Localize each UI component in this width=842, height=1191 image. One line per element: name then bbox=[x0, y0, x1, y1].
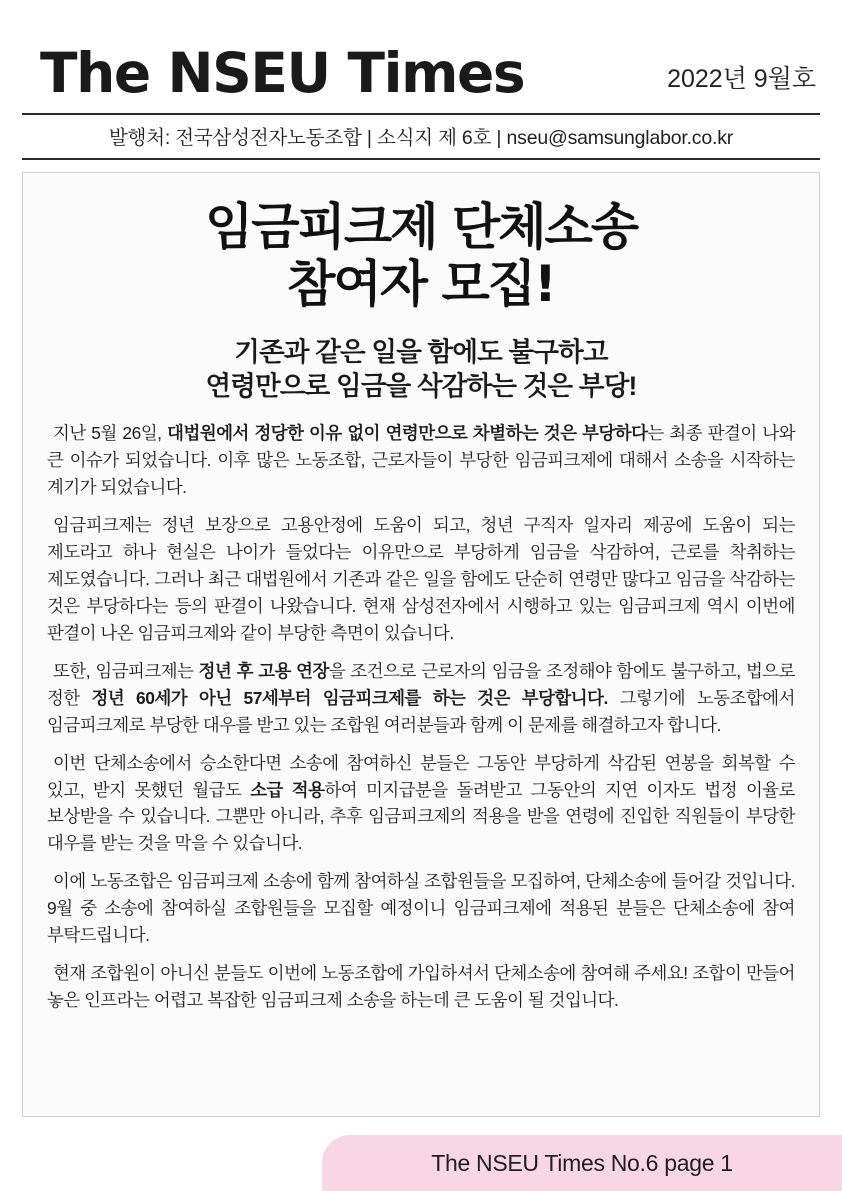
body-text: 을 조건으로 근로자의 임금을 조정해야 함에도 불구하고, 법으로 정한 bbox=[47, 660, 795, 708]
article-paragraph bbox=[47, 750, 795, 858]
body-text: 그렇기에 노동조합에서 임금피크제로 부당한 대우를 받고 있는 조합원 여러분들과 함께 이 문제를 해결하고자 합니다. bbox=[47, 687, 795, 735]
emphasis-text: 정년 60세가 아닌 57세부터 임금피크제를 하는 것은 부당합니다. bbox=[91, 687, 608, 708]
headline-line-1: 임금피크제 단체소송 bbox=[204, 198, 638, 256]
footer-band bbox=[322, 1135, 842, 1191]
body-text: 현재 조합원이 아니신 분들도 이번에 노동조합에 가입하셔서 단체소송에 참여해 주세요! 조합이 만들어 놓은 인프라는 어렵고 복잡한 임금피크제 소송을 하는데 큰 도움이 될 것입니다. bbox=[47, 963, 795, 1011]
body-text: 는 최종 판결이 나와 큰 이슈가 되었습니다. 이후 많은 노동조합, 근로자들이 부당한 임금피크제에 대해서 소송을 시작하는 계기가 되었습니다. bbox=[47, 422, 795, 497]
emphasis-text: 정년 후 고용 연장 bbox=[198, 660, 329, 681]
deck-line-1: 기존과 같은 일을 함에도 불구하고 bbox=[234, 337, 608, 367]
deck-line-2: 연령만으로 임금을 삭감하는 것은 부당! bbox=[205, 371, 637, 402]
body-text: 지난 5월 26일, bbox=[53, 422, 168, 443]
body-text: 하여 미지급분을 돌려받고 그동안의 지연 이자도 법정 이율로 보상받을 수 있습니다. 그뿐만 아니라, 추후 임금피크제의 적용을 받을 연령에 진입한 직원들이 부당한 대우를 받는 것을 막을 수 있습니다. bbox=[47, 779, 795, 854]
body-text: 이에 노동조합은 임금피크제 소송에 함께 참여하실 조합원들을 모집하여, 단체소송에 들어갈 것입니다. 9월 중 소송에 참여하실 조합원들을 모집할 예정이니 임금피크제에 적용된 분들은 단체소송에 참여 부탁드립니다. bbox=[47, 871, 795, 946]
article-paragraph bbox=[47, 658, 795, 739]
article-paragraph bbox=[47, 420, 795, 501]
article-paragraph bbox=[47, 960, 795, 1014]
emphasis-text: 소급 적용 bbox=[250, 779, 325, 800]
article-headline bbox=[47, 199, 795, 313]
emphasis-text: 대법원에서 정당한 이유 없이 연령만으로 차별하는 것은 부당하다 bbox=[167, 422, 648, 443]
body-text: 또한, 임금피크제는 bbox=[53, 660, 199, 681]
article-paragraph bbox=[47, 512, 795, 647]
masthead-title: The NSEU Times bbox=[40, 41, 525, 105]
body-text: 임금피크제는 정년 보장으로 고용안정에 도움이 되고, 청년 구직자 일자리 제공에 도움이 되는 제도라고 하나 현실은 나이가 들었다는 이유만으로 부당하게 임금을 삭감하여, 근로를 착취하는 제도였습니다. 그러나 최근 대법원에서 기존과 같은 일을 함에도 단순히 연령만 많다고 임금을 삭감하는 것은 부당하다는 등의 판결이 나왔습니다. 현재 삼성전자에서 시행하고 있는 임금피크제 역시 이번에 판결이 나온 임금피크제와 같이 부당한 측면이 있습니다. bbox=[47, 514, 795, 643]
masthead-issue-date: 2022년 9월호 bbox=[667, 65, 816, 93]
article-deck bbox=[47, 335, 795, 404]
article-paragraph bbox=[47, 868, 795, 949]
article-container bbox=[22, 172, 820, 1117]
footer-label: The NSEU Times No.6 page 1 bbox=[431, 1149, 733, 1176]
publisher-info: 발행처: 전국삼성전자노동조합 | 소식지 제 6호 | nseu@samsunglabor.co.kr bbox=[22, 115, 820, 160]
body-text: 이번 단체소송에서 승소한다면 소송에 참여하신 분들은 그동안 부당하게 삭감된 연봉을 회복할 수 있고, 받지 못했던 월급도 bbox=[47, 752, 795, 800]
page-footer bbox=[0, 1127, 842, 1191]
masthead bbox=[0, 0, 842, 105]
article-body bbox=[47, 420, 795, 1014]
headline-line-2: 참여자 모집! bbox=[287, 255, 555, 313]
